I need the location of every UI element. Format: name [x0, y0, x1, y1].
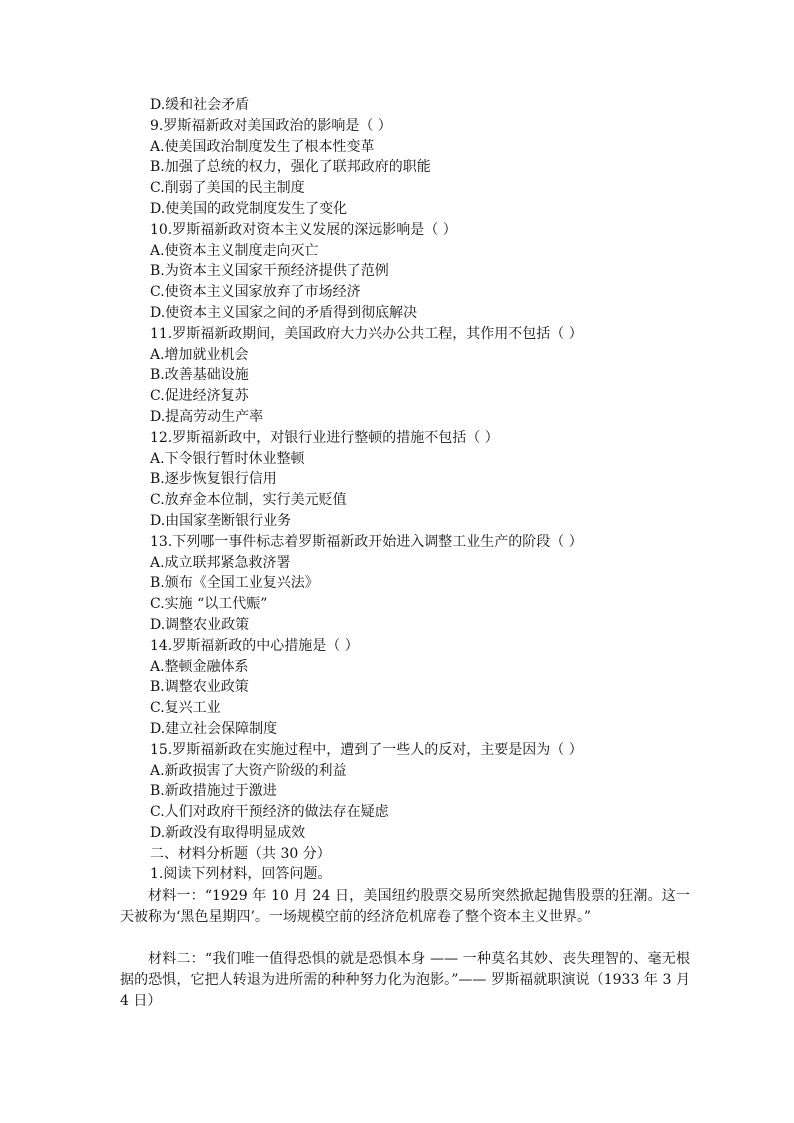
text-line: B.新政措施过于激进 [150, 783, 277, 800]
text-line: B.颁布《全国工业复兴法》 [150, 575, 319, 592]
text-line: 12.罗斯福新政中，对银行业进行整顿的措施不包括（ ） [150, 429, 499, 446]
question-lines [150, 95, 730, 885]
text-line: A.新政损害了大资产阶级的利益 [150, 762, 347, 779]
text-line: 二、材料分析题（共 30 分） [150, 845, 331, 862]
text-line: B.逐步恢复银行信用 [150, 471, 277, 488]
text-line: 13.下列哪一事件标志着罗斯福新政开始进入调整工业生产的阶段（ ） [150, 533, 583, 550]
text-line: 11.罗斯福新政期间，美国政府大力兴办公共工程，其作用不包括（ ） [150, 325, 583, 342]
text-line: 15.罗斯福新政在实施过程中，遭到了一些人的反对，主要是因为（ ） [150, 741, 583, 758]
material-one-paragraph: 材料一：“1929 年 10 月 24 日，美国纽约股票交易所突然掀起抛售股票的狂潮。这一天被称为‘黑色星期四’。一场规模空前的经济危机席卷了整个资本主义世界。” [120, 888, 690, 925]
text-line: C.复兴工业 [150, 700, 221, 717]
text-line: C.促进经济复苏 [150, 388, 249, 405]
text-line: C.放弃金本位制，实行美元贬值 [150, 492, 347, 509]
text-line: A.下令银行暂时休业整顿 [150, 450, 305, 467]
text-line: D.缓和社会矛盾 [150, 97, 250, 113]
text-line: 9.罗斯福新政对美国政治的影响是（ ） [150, 117, 392, 134]
text-line: C.实施 “以工代赈” [150, 596, 268, 613]
text-line: 1.阅读下列材料，回答问题。 [150, 866, 332, 883]
text-line: B.为资本主义国家干预经济提供了范例 [150, 263, 389, 280]
text-line: D.使资本主义国家之间的矛盾得到彻底解决 [150, 304, 418, 321]
text-line: D.由国家垄断银行业务 [150, 512, 292, 529]
text-line: C.削弱了美国的民主制度 [150, 180, 305, 197]
text-line: D.新政没有取得明显成效 [150, 824, 306, 841]
text-line: B.改善基础设施 [150, 367, 249, 384]
text-line: C.使资本主义国家放弃了市场经济 [150, 284, 361, 301]
text-line: D.提高劳动生产率 [150, 408, 264, 425]
text-line: A.整顿金融体系 [150, 658, 249, 675]
text-line: A.使美国政治制度发生了根本性变革 [150, 138, 375, 155]
text-line: B.加强了总统的权力，强化了联邦政府的职能 [150, 159, 431, 176]
text-line: A.成立联邦紧急救济署 [150, 554, 291, 571]
text-line: B.调整农业政策 [150, 679, 249, 696]
material-two-paragraph: 材料二：“我们唯一值得恐惧的就是恐惧本身 —— 一种莫名其妙、丧失理智的、毫无根据的恐惧，它把人转退为进所需的种种努力化为泡影。”—— 罗斯福就职演说（1933 年 3 月 4 日） [120, 951, 690, 1009]
text-line: C.人们对政府干预经济的做法存在疑虑 [150, 804, 389, 821]
text-line: 14.罗斯福新政的中心措施是（ ） [150, 637, 359, 654]
text-line: D.调整农业政策 [150, 616, 250, 633]
text-line: A.使资本主义制度走向灭亡 [150, 242, 319, 259]
text-line: D.建立社会保障制度 [150, 720, 278, 737]
text-line: 10.罗斯福新政对资本主义发展的深远影响是（ ） [150, 221, 457, 238]
text-line: D.使美国的政党制度发生了变化 [150, 200, 348, 217]
text-line: A.增加就业机会 [150, 346, 249, 363]
